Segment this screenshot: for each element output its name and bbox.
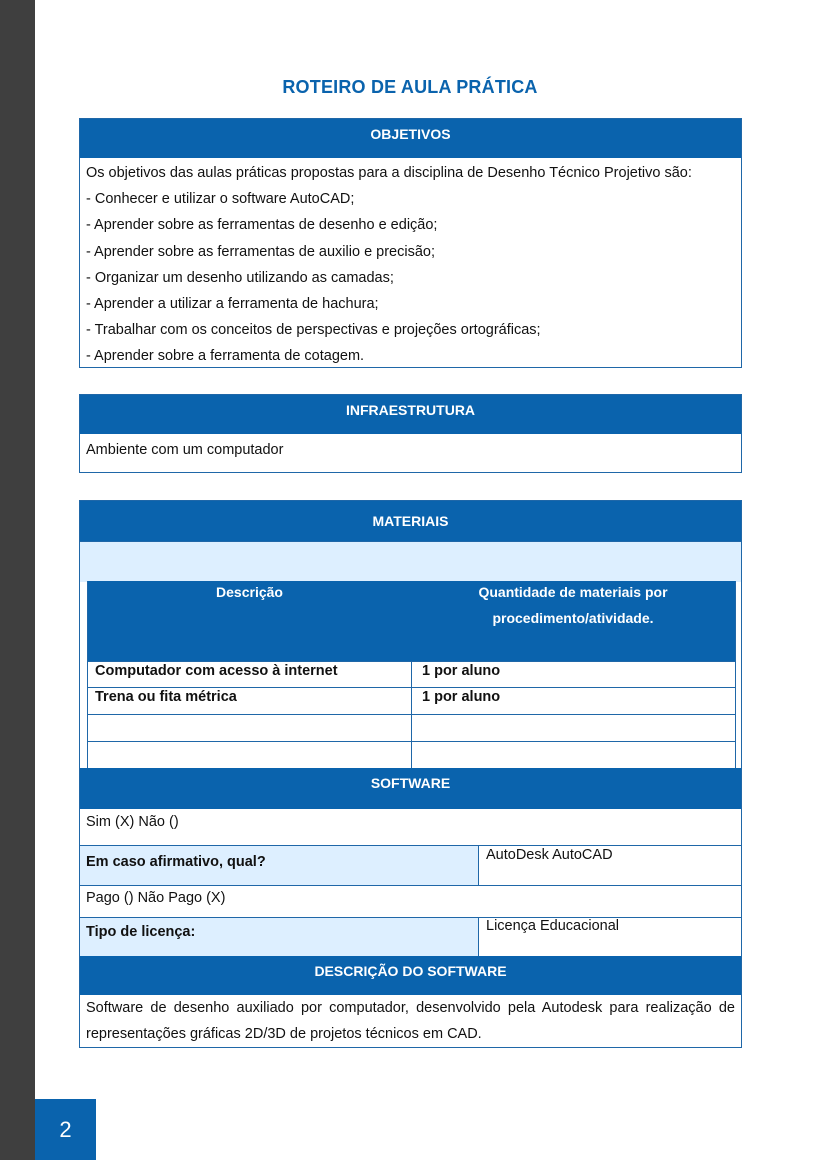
software-divider: [478, 918, 479, 956]
row-quantidade: 1 por aluno: [422, 663, 501, 679]
software-licenca-row: [80, 917, 741, 956]
software-qual-value: AutoDesk AutoCAD: [486, 847, 613, 863]
row-descricao: Computador com acesso à internet: [95, 663, 338, 679]
infraestrutura-section: [79, 394, 742, 473]
infraestrutura-header: INFRAESTRUTURA: [80, 395, 741, 434]
materiais-software-section: [79, 500, 742, 1048]
objetivo-item: - Conhecer e utilizar o software AutoCAD;: [86, 191, 355, 208]
side-bar: [0, 0, 35, 1160]
software-pago-row: [80, 885, 741, 917]
page-title: ROTEIRO DE AULA PRÁTICA: [282, 77, 538, 97]
col-descricao-header: Descrição: [216, 584, 283, 600]
software-qual-label-cell: [80, 846, 478, 885]
objetivos-list: [80, 158, 741, 370]
materiais-table-header: [88, 581, 735, 661]
software-sim-nao: Sim (X) Não (): [86, 814, 179, 830]
objetivo-item: - Trabalhar com os conceitos de perspectivas e projeções ortográficas;: [86, 322, 541, 339]
table-row: [88, 661, 735, 687]
materiais-table: [87, 581, 736, 769]
descricao-software-text: [86, 995, 735, 1047]
col-quantidade-header: [411, 579, 735, 631]
objetivo-item: - Aprender sobre as ferramentas de desenho e edição;: [86, 217, 438, 234]
software-licenca-value: Licença Educacional: [486, 918, 620, 934]
objetivos-intro: Os objetivos das aulas práticas propostas para a disciplina de Desenho Técnico Projetivo são:: [86, 165, 692, 181]
software-qual-row: [80, 845, 741, 885]
software-licenca-label-cell: [80, 918, 478, 956]
col-quantidade-line2: procedimento/atividade.: [492, 610, 654, 626]
descricao-software-header: DESCRIÇÃO DO SOFTWARE: [80, 956, 741, 995]
software-divider: [478, 846, 479, 885]
software-licenca-label: Tipo de licença:: [86, 924, 196, 940]
software-header: SOFTWARE: [80, 768, 741, 809]
row-descricao: Trena ou fita métrica: [95, 689, 237, 705]
infraestrutura-text: Ambiente com um computador: [86, 442, 284, 458]
materiais-band: [80, 541, 741, 582]
objetivo-item: - Aprender sobre a ferramenta de cotagem.: [86, 348, 365, 365]
objetivo-item: - Aprender sobre as ferramentas de auxilio e precisão;: [86, 243, 435, 260]
software-pago: Pago () Não Pago (X): [86, 890, 226, 906]
software-qual-label: Em caso afirmativo, qual?: [86, 854, 266, 870]
objetivos-header: OBJETIVOS: [80, 119, 741, 158]
objetivo-item: - Aprender a utilizar a ferramenta de hachura;: [86, 296, 379, 313]
table-row: [88, 714, 735, 741]
objetivo-item: - Organizar um desenho utilizando as camadas;: [86, 269, 394, 286]
software-sim-nao-row: [80, 809, 741, 845]
page-number: 2: [35, 1099, 96, 1160]
descricao-software-line: representações gráficas 2D/3D de projetos técnicos em CAD.: [86, 1026, 482, 1042]
materiais-table-body: [88, 661, 735, 769]
table-row: [88, 687, 735, 714]
row-quantidade: 1 por aluno: [422, 689, 501, 705]
objetivos-section: [79, 118, 742, 368]
col-quantidade-line1: Quantidade de materiais por: [478, 584, 668, 600]
descricao-software-line: Software de desenho auxiliado por computador, desenvolvido pela Autodesk para realização de: [86, 1000, 735, 1016]
materiais-header: MATERIAIS: [80, 501, 741, 541]
table-row: [88, 741, 735, 769]
